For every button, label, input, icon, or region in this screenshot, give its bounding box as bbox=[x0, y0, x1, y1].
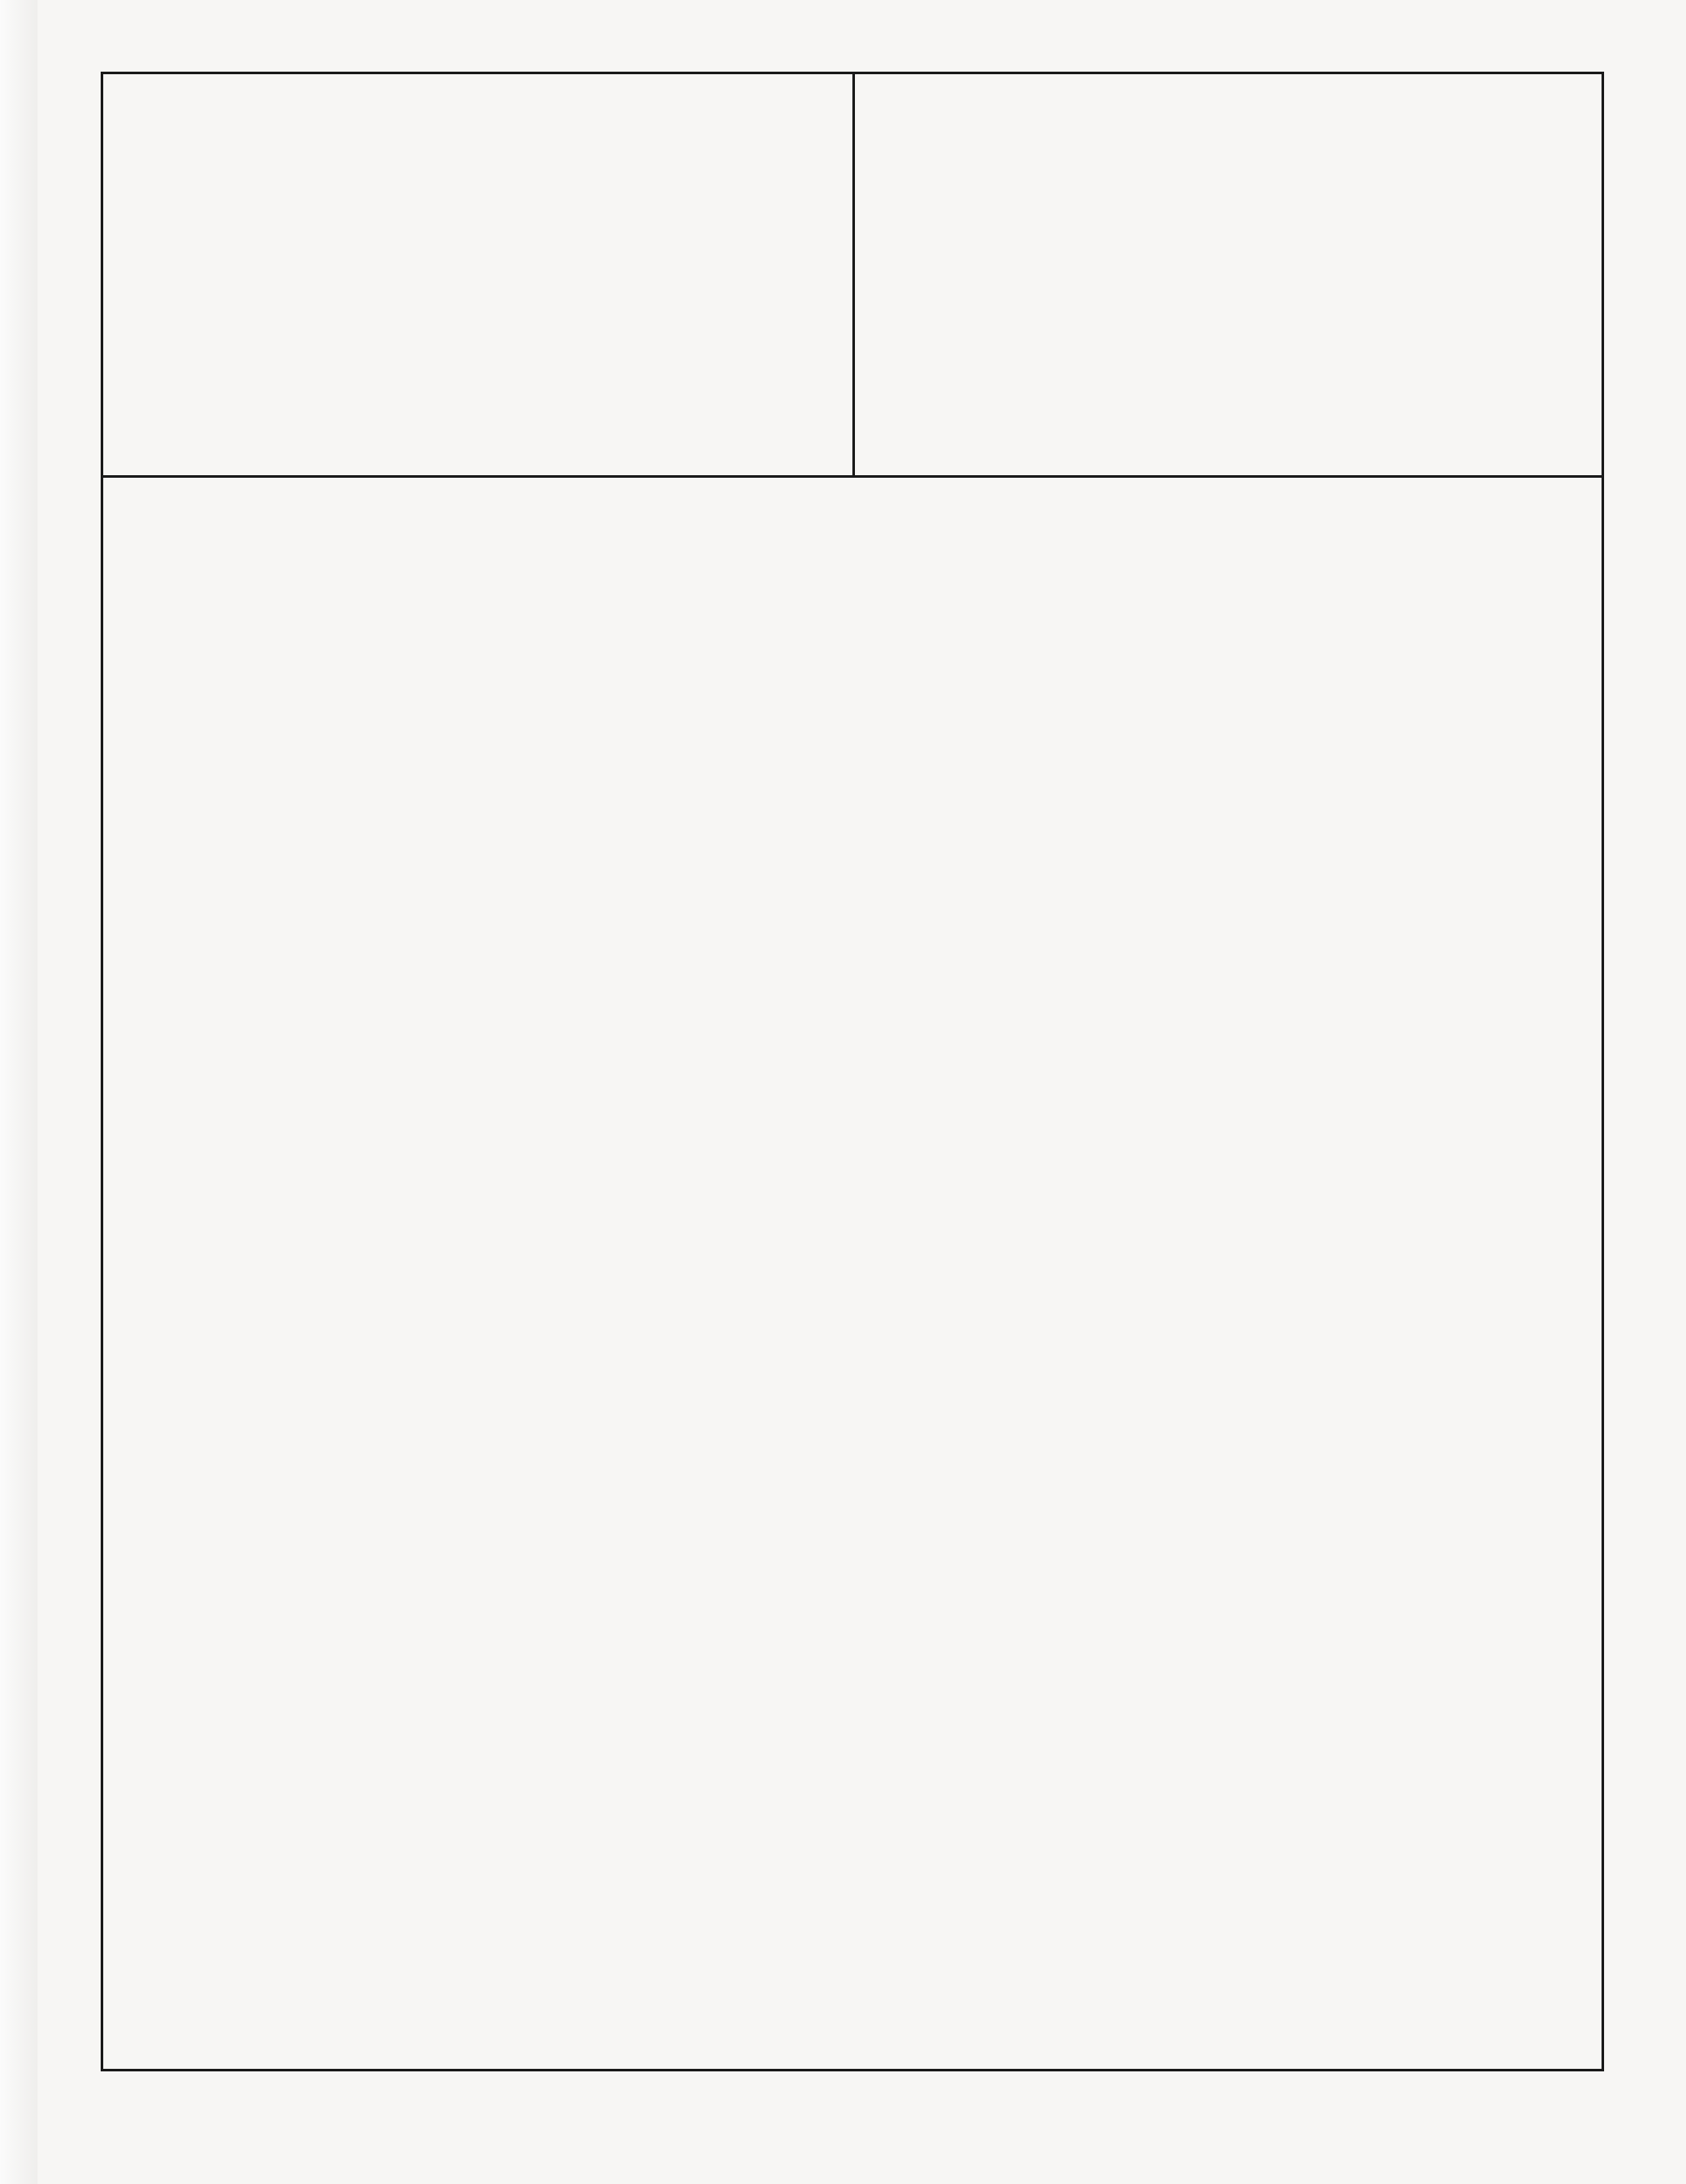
header-divider bbox=[103, 475, 1602, 478]
header-right-line bbox=[855, 211, 1604, 262]
header-left-box bbox=[103, 151, 852, 407]
header-left-line bbox=[103, 202, 852, 253]
header-left-line bbox=[103, 305, 852, 356]
header-left-line bbox=[103, 151, 852, 202]
header-right-line bbox=[855, 313, 1604, 364]
header-right-line bbox=[855, 160, 1604, 211]
header-left-line bbox=[103, 253, 852, 305]
page-frame bbox=[101, 72, 1604, 2071]
header-right-box bbox=[855, 160, 1604, 415]
header-left-line bbox=[103, 356, 852, 407]
header-right-line bbox=[855, 364, 1604, 415]
spiral-binding bbox=[0, 0, 38, 2184]
header-right-line bbox=[855, 262, 1604, 313]
